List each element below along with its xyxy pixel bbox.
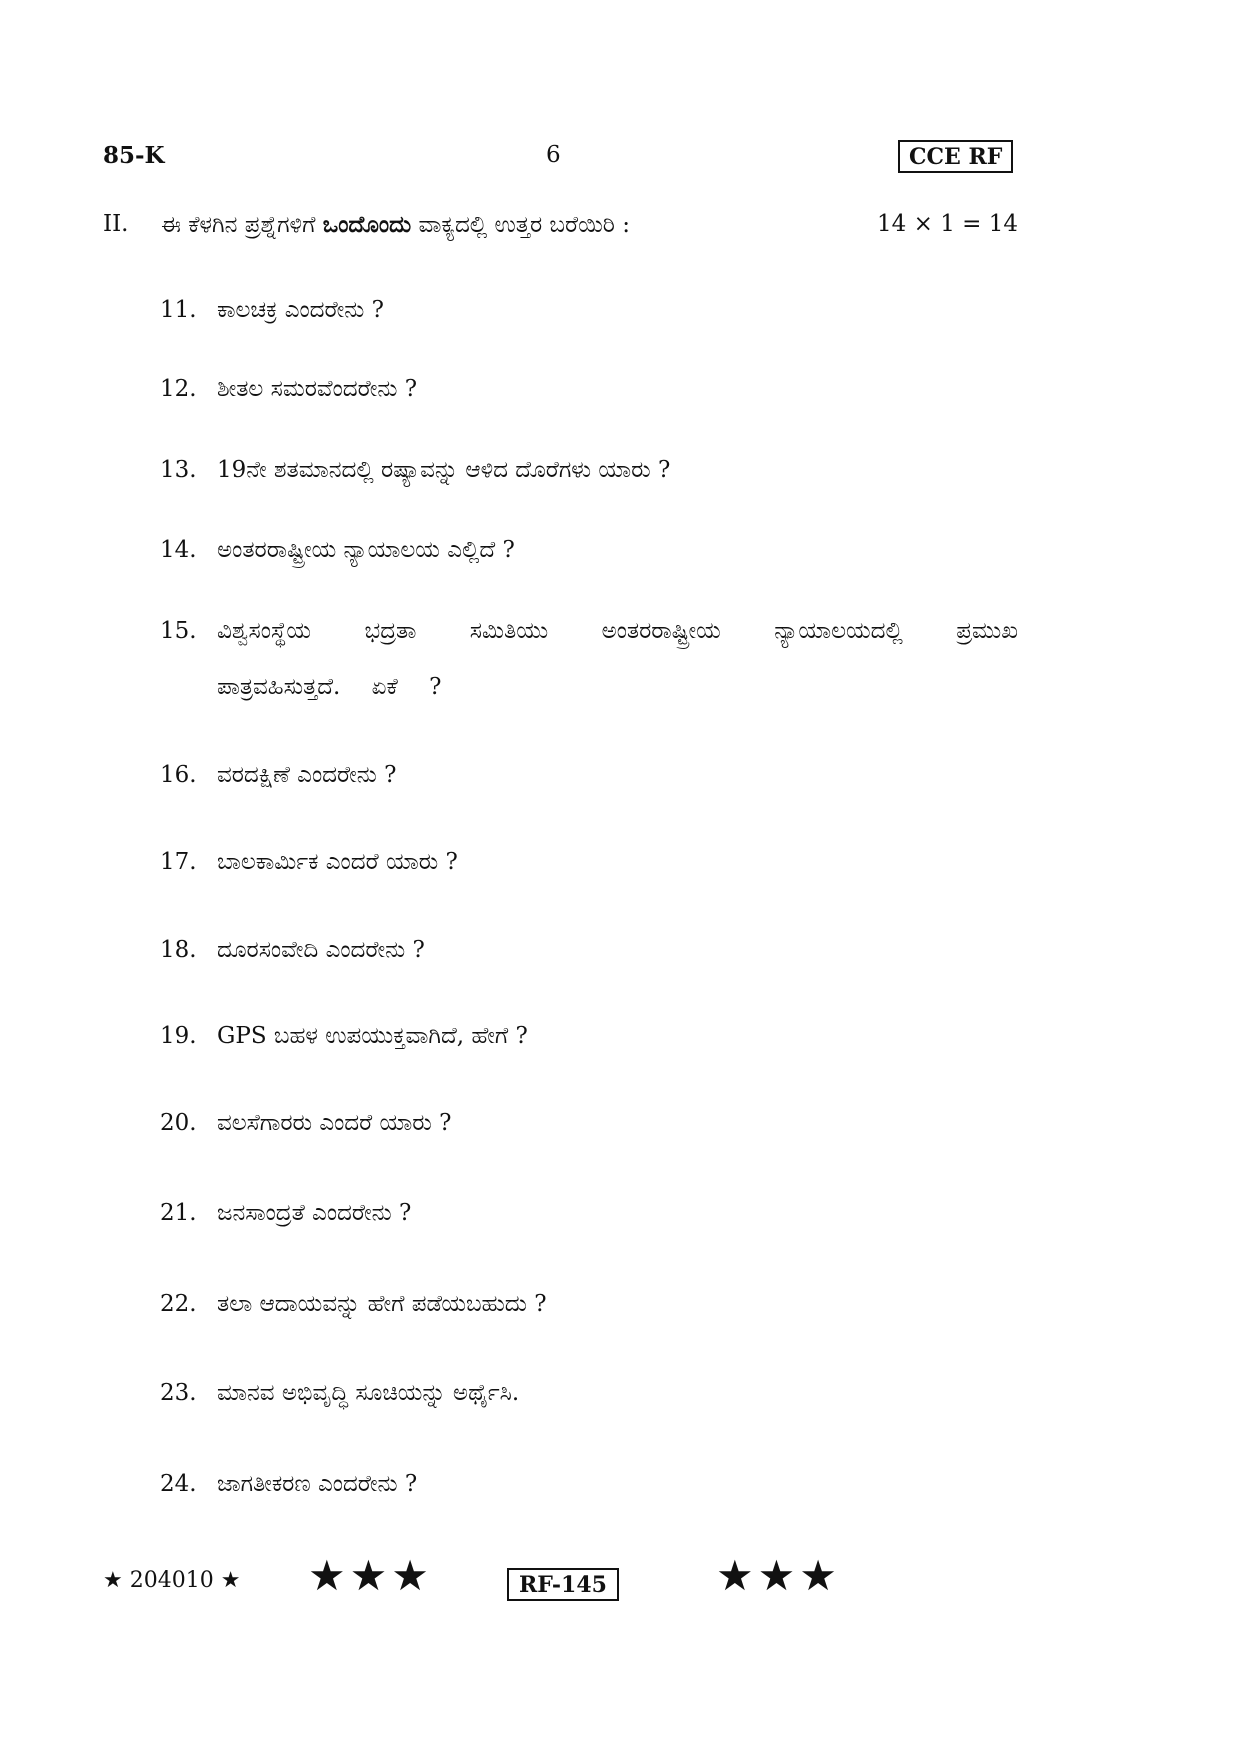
question-22: [160, 1276, 1018, 1332]
question-18: [160, 922, 1018, 978]
footer-badge: RF-145: [507, 1568, 619, 1601]
question-text: GPS ಬಹಳ ಉಪಯುಕ್ತವಾಗಿದೆ, ಹೇಗೆ ?: [217, 1023, 528, 1049]
question-text: ಜಾಗತೀಕರಣ ಎಂದರೇನು ?: [217, 1471, 418, 1497]
question-text: ಕಾಲಚಕ್ರ ಎಂದರೇನು ?: [217, 297, 384, 323]
question-number: 24.: [160, 1471, 197, 1497]
question-number: 15.: [160, 618, 197, 644]
question-number: 14.: [160, 537, 197, 563]
question-number: 19.: [160, 1023, 197, 1049]
question-11: [160, 282, 1018, 338]
question-text: ವರದಕ್ಷಿಣೆ ಎಂದರೇನು ?: [217, 762, 397, 788]
question-21: [160, 1185, 1018, 1241]
question-number: 21.: [160, 1200, 197, 1226]
question-number: 12.: [160, 376, 197, 402]
question-text: ತಲಾ ಆದಾಯವನ್ನು ಹೇಗೆ ಪಡೆಯಬಹುದು ?: [217, 1291, 547, 1317]
question-text: 19ನೇ ಶತಮಾನದಲ್ಲಿ ರಷ್ಯಾವನ್ನು ಆಳಿದ ದೊರೆಗಳು ಯಾರು ?: [217, 457, 671, 483]
question-19: [160, 1008, 1018, 1064]
question-24: [160, 1456, 1018, 1512]
question-number: 13.: [160, 457, 197, 483]
question-20: [160, 1095, 1018, 1151]
question-15: [160, 603, 1018, 715]
question-text: ವಲಸೆಗಾರರು ಎಂದರೆ ಯಾರು ?: [217, 1110, 452, 1136]
footer-stars-left: ★★★: [308, 1551, 433, 1600]
question-13: [160, 442, 1018, 498]
question-16: [160, 747, 1018, 803]
question-number: 23.: [160, 1380, 197, 1406]
question-number: 16.: [160, 762, 197, 788]
question-text: ಜನಸಾಂದ್ರತೆ ಎಂದರೇನು ?: [217, 1200, 412, 1226]
question-number: 17.: [160, 849, 197, 875]
question-17: [160, 834, 1018, 890]
section-number: II.: [103, 211, 129, 237]
footer-code: ★ 204010 ★: [103, 1568, 241, 1593]
instruction-bold: ಒಂದೊಂದು: [322, 211, 412, 238]
question-number: 20.: [160, 1110, 197, 1136]
question-text: ಅಂತರರಾಷ್ಟ್ರೀಯ ನ್ಯಾಯಾಲಯ ಎಲ್ಲಿದೆ ?: [217, 537, 515, 563]
question-text: ಶೀತಲ ಸಮರವೆಂದರೇನು ?: [217, 376, 418, 402]
instruction-post: ವಾಕ್ಯದಲ್ಲಿ ಉತ್ತರ ಬರೆಯಿರಿ :: [411, 212, 630, 238]
question-number: 11.: [160, 297, 197, 323]
question-text: ಬಾಲಕಾರ್ಮಿಕ ಎಂದರೆ ಯಾರು ?: [217, 849, 458, 875]
question-text: ವಿಶ್ವಸಂಸ್ಥೆಯ ಭದ್ರತಾ ಸಮಿತಿಯು ಅಂತರರಾಷ್ಟ್ರೀಯ ನ್ಯಾಯಾಲಯದಲ್ಲಿ ಪ್ರಮುಖ ಪಾತ್ರವಹಿಸುತ್ತದೆ. ಏಕೆ ?: [217, 618, 1018, 700]
header-badge: CCE RF: [898, 140, 1013, 173]
question-number: 18.: [160, 937, 197, 963]
question-number: 22.: [160, 1291, 197, 1317]
question-23: [160, 1365, 1018, 1421]
question-14: [160, 522, 1018, 578]
paper-code: 85-K: [103, 142, 165, 169]
section-marks: 14 × 1 = 14: [877, 211, 1018, 237]
footer-stars-right: ★★★: [716, 1551, 841, 1600]
question-text: ಮಾನವ ಅಭಿವೃದ್ಧಿ ಸೂಚಿಯನ್ನು ಅರ್ಥೈಸಿ.: [217, 1380, 520, 1406]
section-instruction: [161, 211, 630, 238]
question-text: ದೂರಸಂವೇದಿ ಎಂದರೇನು ?: [217, 937, 425, 963]
instruction-pre: ಈ ಕೆಳಗಿನ ಪ್ರಶ್ನೆಗಳಿಗೆ: [161, 212, 323, 238]
page-number: 6: [546, 142, 561, 168]
question-12: [160, 361, 1018, 417]
